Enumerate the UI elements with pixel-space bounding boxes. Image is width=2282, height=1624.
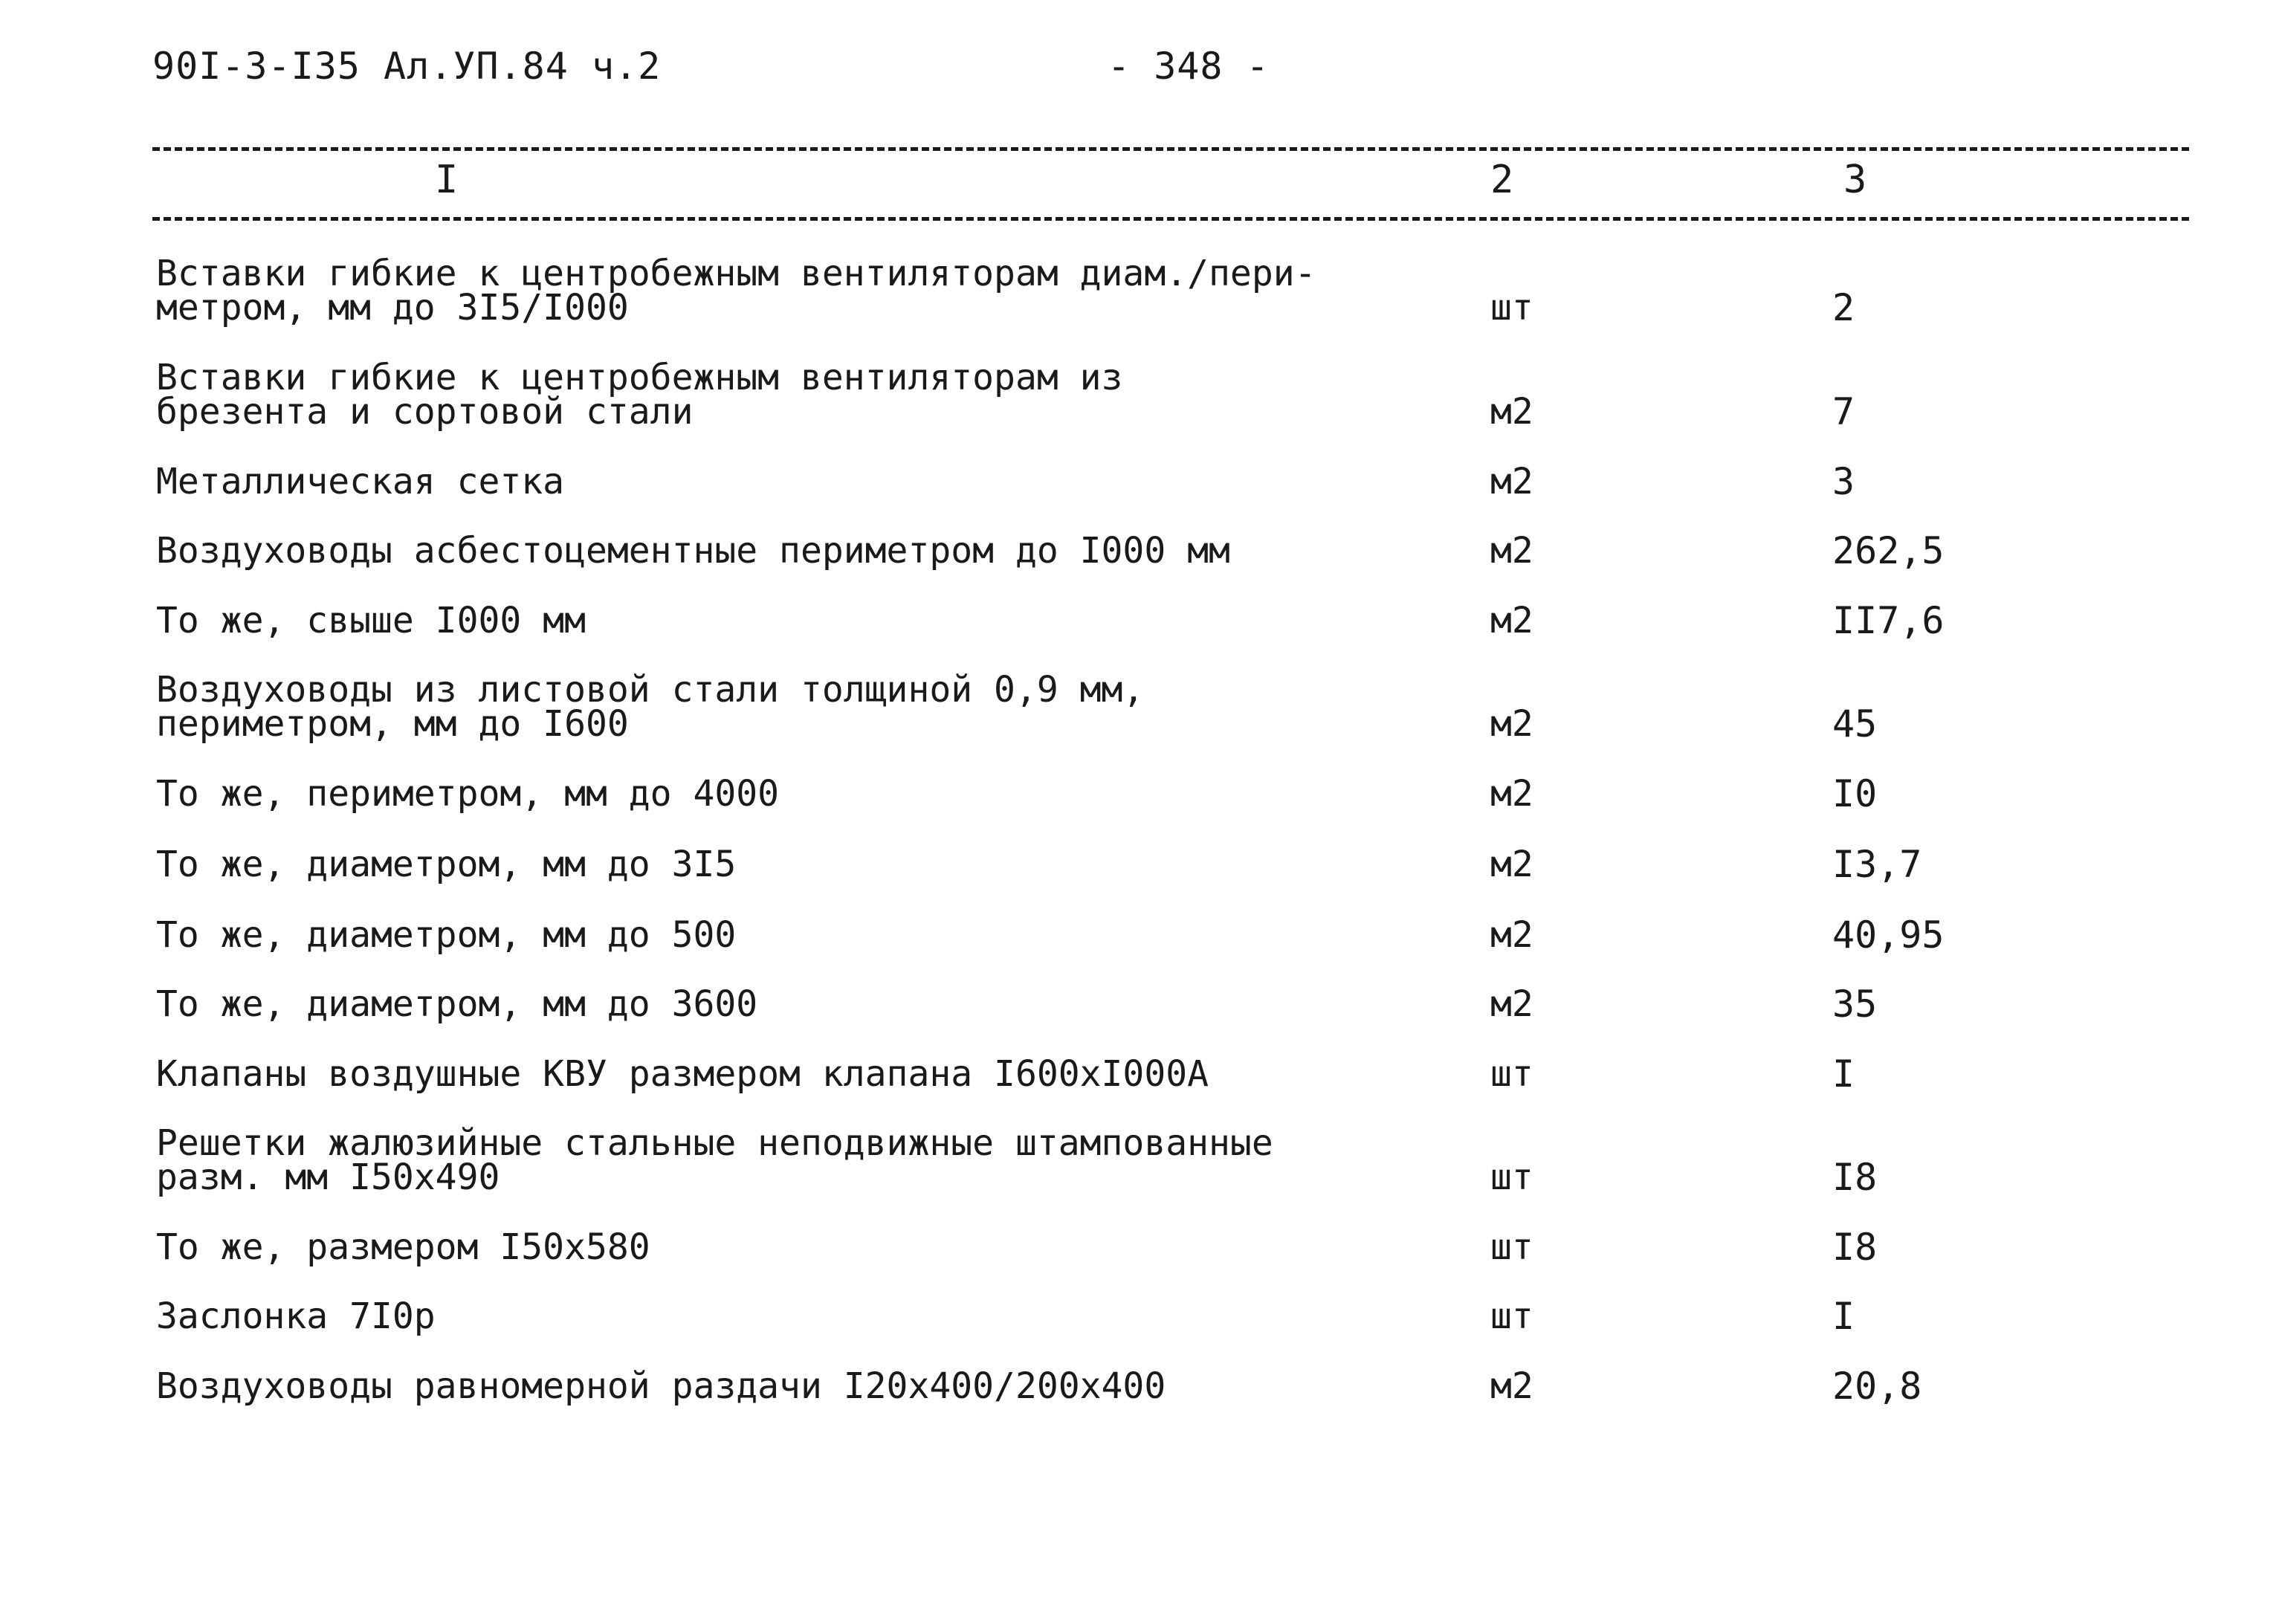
item-unit: м2 <box>1490 914 1533 956</box>
item-name: Вставки гибкие к центробежным вентиляторам из брезента и сортовой стали <box>156 357 1123 433</box>
item-quantity: 7 <box>1832 390 1855 433</box>
item-quantity: 45 <box>1832 702 1878 745</box>
item-quantity: 20,8 <box>1832 1365 1922 1408</box>
item-quantity: 40,95 <box>1832 913 1945 957</box>
table-header-rule <box>152 217 2189 221</box>
column-header-1: I <box>435 158 459 202</box>
item-unit: м2 <box>1490 391 1533 433</box>
item-unit: шт <box>1490 1053 1533 1095</box>
item-quantity: 2 <box>1832 286 1855 329</box>
item-name: Заслонка 7I0р <box>156 1295 436 1337</box>
item-quantity: 3 <box>1832 460 1855 503</box>
item-unit: шт <box>1490 1295 1533 1337</box>
item-unit: шт <box>1490 287 1533 329</box>
item-name: То же, диаметром, мм до 3600 <box>156 983 758 1025</box>
item-unit: шт <box>1490 1226 1533 1268</box>
item-unit: м2 <box>1490 844 1533 885</box>
item-quantity: 262,5 <box>1832 529 1945 572</box>
item-name: То же, периметром, мм до 4000 <box>156 773 780 815</box>
item-unit: м2 <box>1490 1365 1533 1407</box>
document-code: 90I-3-I35 Ал.УП.84 ч.2 <box>152 45 662 88</box>
item-quantity: I <box>1832 1052 1855 1096</box>
item-unit: м2 <box>1490 773 1533 815</box>
item-quantity: I8 <box>1832 1226 1878 1269</box>
item-name: То же, размером I50х580 <box>156 1226 650 1268</box>
item-name: Воздуховоды асбестоцементные периметром до I000 мм <box>156 530 1230 572</box>
item-unit: м2 <box>1490 461 1533 502</box>
item-unit: шт <box>1490 1156 1533 1198</box>
item-name: Металлическая сетка <box>156 461 565 502</box>
item-name: Воздуховоды из листовой стали толщиной 0,9 мм, периметром, мм до I600 <box>156 669 1145 745</box>
item-quantity: I0 <box>1832 772 1878 815</box>
column-header-3: 3 <box>1843 158 1867 202</box>
item-quantity: I8 <box>1832 1156 1878 1199</box>
item-quantity: I3,7 <box>1832 843 1922 886</box>
item-name: Вставки гибкие к центробежным вентиляторам диам./пери- метром, мм до 3I5/I000 <box>156 253 1316 329</box>
item-name: То же, диаметром, мм до 3I5 <box>156 844 737 885</box>
item-quantity: I <box>1832 1295 1855 1338</box>
item-name: То же, свыше I000 мм <box>156 600 586 641</box>
item-name: Клапаны воздушные КВУ размером клапана I600хI000А <box>156 1053 1209 1095</box>
item-name: То же, диаметром, мм до 500 <box>156 914 737 956</box>
page-number: - 348 - <box>1108 45 1270 88</box>
item-name: Воздуховоды равномерной раздачи I20х400/200х400 <box>156 1365 1166 1407</box>
column-header-2: 2 <box>1490 158 1514 202</box>
table-top-rule <box>152 147 2189 151</box>
item-quantity: II7,6 <box>1832 599 1945 642</box>
item-unit: м2 <box>1490 983 1533 1025</box>
item-unit: м2 <box>1490 600 1533 641</box>
item-name: Решетки жалюзийные стальные неподвижные штампованные разм. мм I50х490 <box>156 1122 1273 1198</box>
item-quantity: 35 <box>1832 983 1878 1026</box>
item-unit: м2 <box>1490 530 1533 572</box>
item-unit: м2 <box>1490 703 1533 745</box>
